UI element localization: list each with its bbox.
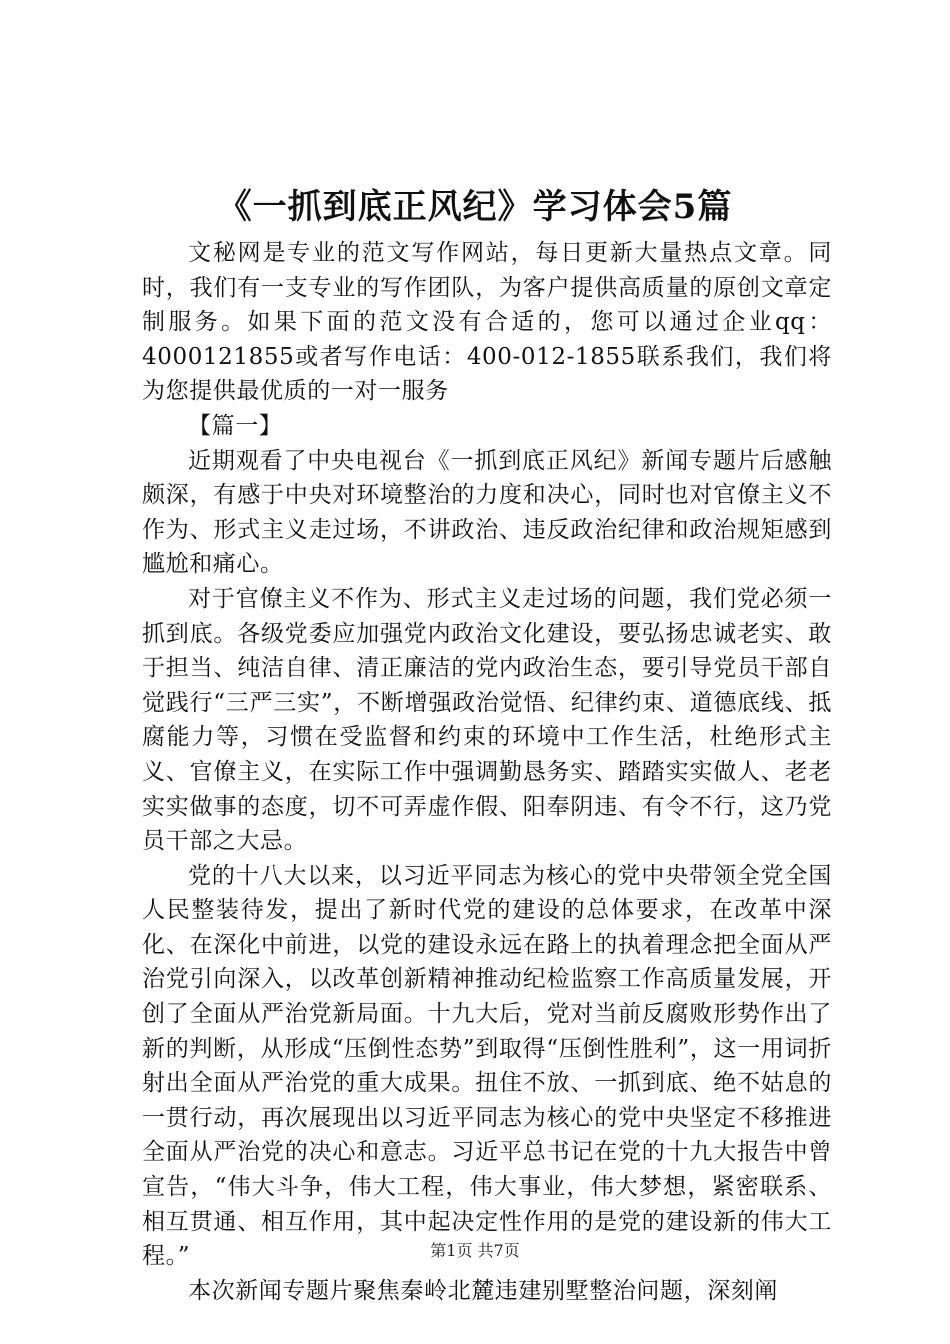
document-body xyxy=(142,236,832,1308)
body-paragraph: 对于官僚主义不作为、形式主义走过场的问题，我们党必须一抓到底。各级党委应加强党内政治文化建设，要弘扬忠诚老实、敢于担当、纯洁自律、清正廉洁的党内政治生态，要引导党员干部自觉践行“三严三实”，不断增强政治觉悟、纪律约束、道德底线、抵腐能力等，习惯在受监督和约束的环境中工作生活，杜绝形式主义、官僚主义，在实际工作中强调勤恳务实、踏踏实实做人、老老实实做事的态度，切不可弄虚作假、阳奉阴违、有令不行，这乃党员干部之大忌。 xyxy=(142,585,832,855)
body-paragraph: 党的十八大以来，以习近平同志为核心的党中央带领全党全国人民整装待发，提出了新时代党的建设的总体要求，在改革中深化、在深化中前进，以党的建设永远在路上的执着理念把全面从严治党引向深入，以改革创新精神推动纪检监察工作高质量发展，开创了全面从严治党新局面。十九大后，党对当前反腐败形势作出了新的判断，从形成“压倒性态势”到取得“压倒性胜利”，这一用词折射出全面从严治党的重大成果。扭住不放、一抓到底、绝不姑息的一贯行动，再次展现出以习近平同志为核心的党中央坚定不移推进全面从严治党的决心和意志。习近平总书记在党的十九大报告中曾宣告，“伟大斗争，伟大工程，伟大事业，伟大梦想，紧密联系、相互贯通、相互作用，其中起决定性作用的是党的建设新的伟大工程。” xyxy=(142,862,832,1270)
section-heading: 【篇一】 xyxy=(188,412,283,439)
intro-paragraph: 文秘网是专业的范文写作网站，每日更新大量热点文章。同时，我们有一支专业的写作团队，为客户提供高质量的原创文章定制服务。如果下面的范文没有合适的，您可以通过企业qq：4000121855或者写作电话：400-012-1855联系我们，我们将为您提供最优质的一对一服务 xyxy=(142,240,832,405)
document-title: 《一抓到底正风纪》学习体会5篇 xyxy=(217,187,733,227)
page-number-footer: 第1页 共7页 xyxy=(430,1241,520,1260)
body-paragraph: 本次新闻专题片聚焦秦岭北麓违建别墅整治问题，深刻阐 xyxy=(188,1277,778,1304)
body-paragraph: 近期观看了中央电视台《一抓到底正风纪》新闻专题片后感触颇深，有感于中央对环境整治的力度和决心，同时也对官僚主义不作为、形式主义走过场，不讲政治、违反政治纪律和政治规矩感到尴尬和痛心。 xyxy=(142,447,832,578)
